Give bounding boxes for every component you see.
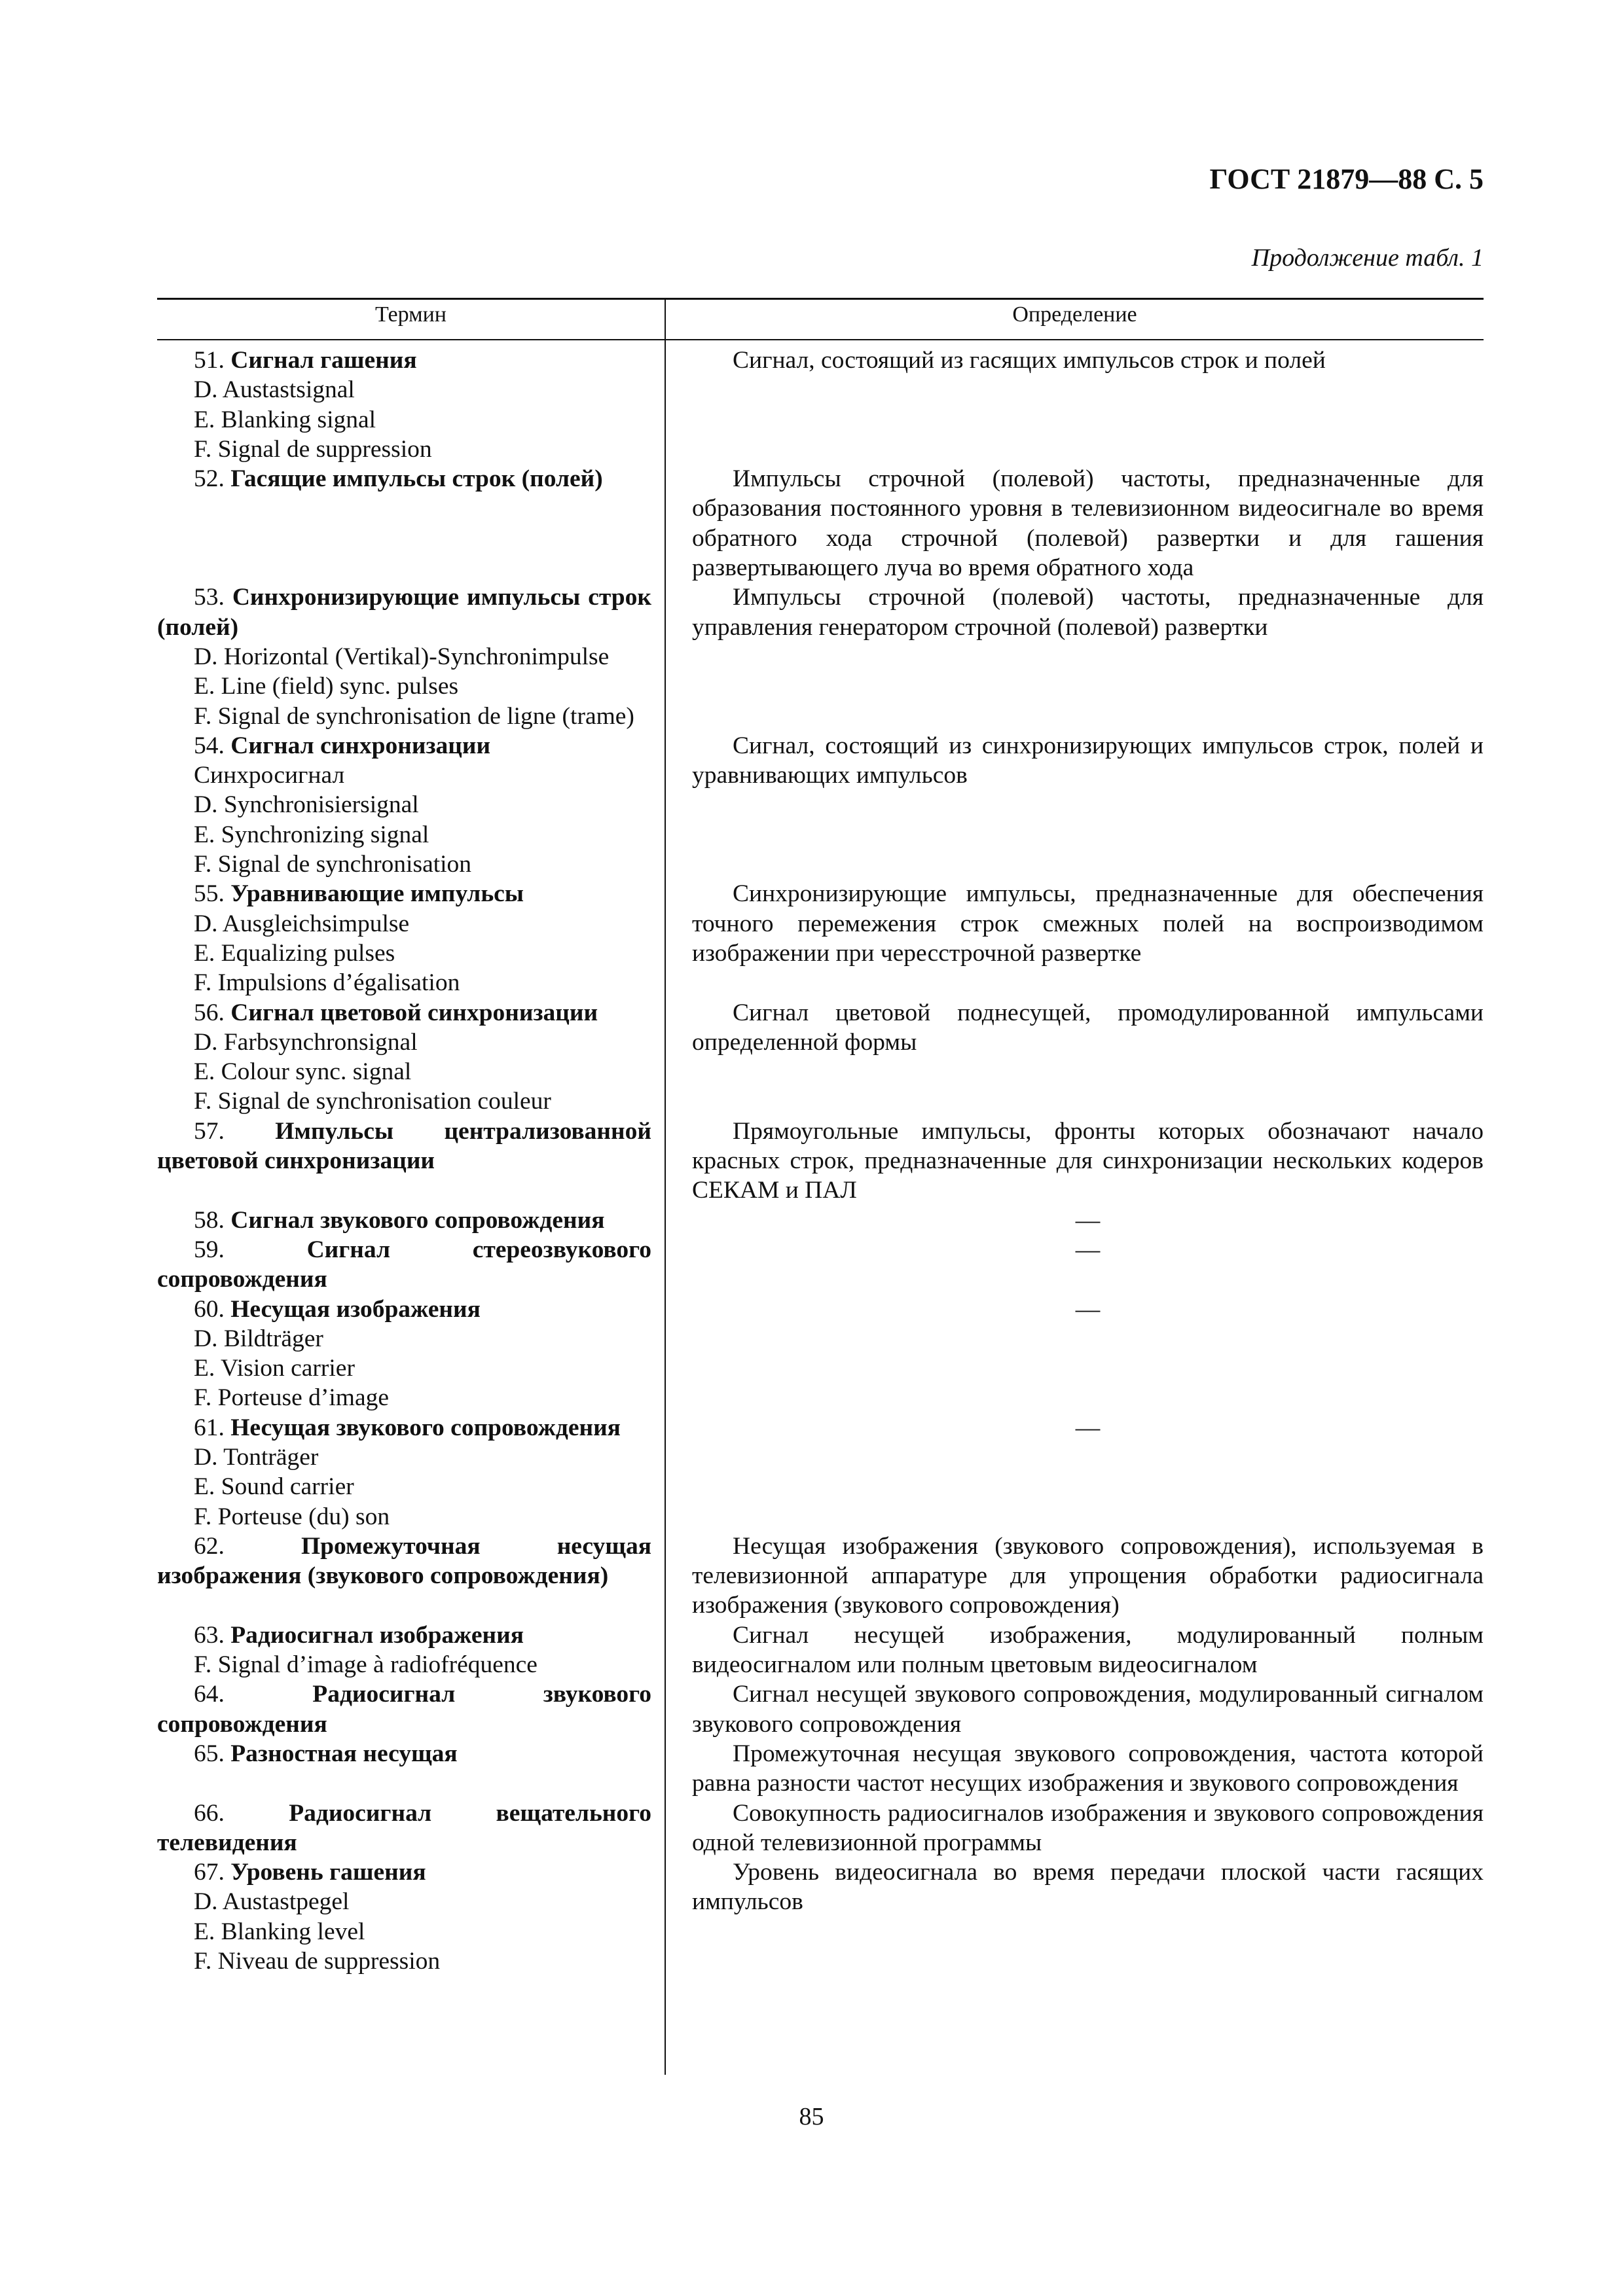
term-cell	[157, 1799, 665, 1858]
definition-cell	[678, 464, 1484, 583]
column-header-term: Термин	[375, 302, 447, 327]
term-number: 56.	[194, 999, 231, 1026]
term-number: 60.	[194, 1295, 231, 1323]
term-title	[157, 1413, 651, 1443]
table-row	[157, 583, 1484, 730]
term-title	[157, 1857, 651, 1887]
term-equivalent: E. Equalizing pulses	[194, 939, 395, 967]
definition-dash: —	[1075, 1295, 1101, 1323]
term-number: 53.	[194, 584, 232, 611]
term-equivalent: E. Blanking level	[194, 1918, 365, 1945]
term-cell	[157, 998, 665, 1117]
term-name: Радиосигнал вещательного телевидения	[157, 1799, 651, 1856]
definition-cell	[678, 583, 1484, 642]
table-row	[157, 1295, 1484, 1413]
definition-text: Прямоугольные импульсы, фронты которых обозначают начало красных строк, предназначенные для синхронизации нескольких кодеров СЕКАМ и ПАЛ	[692, 1117, 1484, 1204]
term-title	[157, 346, 651, 375]
table-header-rule	[157, 339, 1484, 340]
term-equivalent: F. Signal de synchronisation	[194, 851, 472, 878]
definition-cell	[678, 1413, 1484, 1443]
term-name: Импульсы централизованной цветовой синхронизации	[157, 1117, 652, 1175]
term-name: Синхронизирующие импульсы строк (полей)	[157, 584, 651, 641]
definition-text: Сигнал несущей звукового сопровождения, модулированный сигналом звукового сопровождения	[692, 1681, 1484, 1738]
term-number: 66.	[194, 1799, 289, 1827]
table-row	[157, 1679, 1484, 1739]
term-name: Гасящие импульсы строк (полей)	[230, 465, 603, 493]
term-name: Радиосигнал изображения	[230, 1621, 524, 1649]
table-row	[157, 1799, 1484, 1858]
term-title	[157, 1117, 651, 1176]
term-equivalent: Синхросигнал	[194, 762, 345, 789]
definition-cell	[678, 346, 1484, 375]
term-name: Радиосигнал звукового сопровождения	[157, 1681, 652, 1738]
term-number: 59.	[194, 1236, 307, 1263]
table-row	[157, 1235, 1484, 1295]
definition-text: Сигнал, состоящий из синхронизирующих импульсов строк, полей и уравнивающих импульсов	[692, 732, 1484, 789]
table-top-rule	[157, 298, 1484, 300]
term-title	[157, 1679, 651, 1739]
term-number: 55.	[194, 880, 231, 908]
term-name: Несущая звукового сопровождения	[230, 1414, 621, 1441]
term-equivalent: E. Colour sync. signal	[194, 1058, 412, 1086]
term-number: 52.	[194, 465, 231, 493]
term-name: Сигнал синхронизации	[230, 732, 491, 759]
table-row	[157, 1206, 1484, 1235]
term-cell	[157, 583, 665, 730]
term-equivalent: D. Farbsynchronsignal	[194, 1028, 418, 1056]
term-title	[157, 583, 651, 642]
definition-dash: —	[1075, 1236, 1101, 1263]
term-title	[157, 464, 651, 493]
definition-cell	[678, 1117, 1484, 1206]
term-name: Сигнал стереозвукового сопровождения	[157, 1236, 651, 1293]
term-equivalent: F. Porteuse d’image	[194, 1384, 389, 1412]
term-title	[157, 1799, 651, 1858]
definition-cell	[678, 1857, 1484, 1917]
term-number: 62.	[194, 1532, 301, 1560]
definition-cell	[678, 1532, 1484, 1621]
definition-text: Сигнал, состоящий из гасящих импульсов строк и полей	[733, 347, 1326, 374]
term-equivalent: E. Sound carrier	[194, 1473, 354, 1501]
table-row	[157, 998, 1484, 1117]
table-row	[157, 1739, 1484, 1799]
definition-text: Несущая изображения (звукового сопровождения), используемая в телевизионной аппаратуре для упрощения обработки радиосигнала изображения (звукового сопровождения)	[692, 1532, 1484, 1619]
definition-dash: —	[1075, 1414, 1101, 1441]
term-equivalent: D. Horizontal (Vertikal)-Synchronimpulse	[194, 643, 610, 670]
term-equivalent: D. Austastsignal	[194, 376, 355, 404]
term-name: Сигнал гашения	[230, 347, 417, 374]
term-cell	[157, 879, 665, 997]
term-title	[157, 1295, 651, 1324]
term-equivalent: F. Signal d’image à radiofréquence	[194, 1651, 538, 1679]
term-cell	[157, 1621, 665, 1680]
term-name: Сигнал звукового сопровождения	[230, 1206, 605, 1234]
term-name: Несущая изображения	[230, 1295, 481, 1323]
term-cell	[157, 1739, 665, 1768]
definition-dash: —	[1075, 1206, 1101, 1234]
term-equivalent: F. Signal de synchronisation de ligne (trame)	[194, 702, 634, 730]
term-equivalent: E. Synchronizing signal	[194, 821, 429, 848]
table-row	[157, 1857, 1484, 1976]
term-number: 64.	[194, 1681, 313, 1708]
definition-text: Уровень видеосигнала во время передачи плоской части гасящих импульсов	[692, 1859, 1484, 1916]
term-name: Разностная несущая	[230, 1740, 458, 1767]
definition-text: Совокупность радиосигналов изображения и звукового сопровождения одной телевизионной программы	[692, 1799, 1484, 1856]
term-equivalent: F. Niveau de suppression	[194, 1948, 441, 1975]
table-row	[157, 464, 1484, 583]
term-equivalent: D. Tonträger	[194, 1443, 319, 1471]
definition-cell	[678, 1799, 1484, 1858]
term-cell	[157, 1857, 665, 1976]
term-number: 65.	[194, 1740, 231, 1767]
definition-cell	[678, 1206, 1484, 1235]
term-number: 57.	[194, 1117, 276, 1145]
term-name: Промежуточная несущая изображения (звукового сопровождения)	[157, 1532, 651, 1590]
term-title	[157, 1235, 651, 1295]
definition-text: Импульсы строчной (полевой) частоты, предназначенные для управления генератором строчной (полевой) развертки	[692, 584, 1484, 641]
term-number: 63.	[194, 1621, 231, 1649]
term-title	[157, 1206, 651, 1235]
term-cell	[157, 731, 665, 879]
definition-text: Импульсы строчной (полевой) частоты, предназначенные для образования постоянного уровня в телевизионном видеосигнале во время обратного хода строчной (полевой) развертки и для гашения развертывающего луча во время обратного хода	[692, 465, 1484, 582]
term-number: 58.	[194, 1206, 231, 1234]
table-row	[157, 346, 1484, 464]
table-row	[157, 1532, 1484, 1621]
term-number: 54.	[194, 732, 231, 759]
term-equivalent: D. Austastpegel	[194, 1888, 350, 1916]
term-title	[157, 998, 651, 1028]
term-cell	[157, 1235, 665, 1295]
definition-cell	[678, 1235, 1484, 1265]
page-number: 85	[799, 2103, 824, 2130]
definition-cell	[678, 1295, 1484, 1324]
terms-table	[157, 346, 1484, 1976]
term-equivalent: E. Line (field) sync. pulses	[194, 673, 459, 700]
term-title	[157, 731, 651, 761]
definition-text: Сигнал цветовой поднесущей, промодулированной импульсами определенной формы	[692, 999, 1484, 1056]
term-equivalent: E. Blanking signal	[194, 406, 376, 433]
column-header-definition: Определение	[1012, 302, 1137, 327]
term-number: 67.	[194, 1859, 231, 1886]
term-equivalent: D. Synchronisiersignal	[194, 791, 419, 819]
table-row	[157, 731, 1484, 879]
term-title	[157, 879, 651, 908]
term-cell	[157, 1206, 665, 1235]
term-name: Сигнал цветовой синхронизации	[230, 999, 598, 1026]
table-row	[157, 1621, 1484, 1680]
term-title	[157, 1739, 651, 1768]
term-cell	[157, 1532, 665, 1591]
term-number: 51.	[194, 347, 231, 374]
term-cell	[157, 346, 665, 464]
table-row	[157, 1413, 1484, 1532]
term-name: Уравнивающие импульсы	[230, 880, 524, 908]
term-title	[157, 1621, 651, 1650]
definition-cell	[678, 731, 1484, 791]
term-equivalent: F. Impulsions d’égalisation	[194, 969, 460, 997]
term-name: Уровень гашения	[230, 1859, 426, 1886]
definition-cell	[678, 1679, 1484, 1739]
term-title	[157, 1532, 651, 1591]
document-header: ГОСТ 21879—88 С. 5	[1209, 163, 1484, 195]
term-cell	[157, 1117, 665, 1176]
definition-text: Сигнал несущей изображения, модулированный полным видеосигналом или полным цветовым видеосигналом	[692, 1621, 1484, 1679]
definition-cell	[678, 1621, 1484, 1680]
definition-cell	[678, 1739, 1484, 1799]
definition-text: Синхронизирующие импульсы, предназначенные для обеспечения точного перемежения строк смежных полей на воспроизводимом изображении при чересстрочной развертке	[692, 880, 1484, 967]
term-cell	[157, 1295, 665, 1413]
table-row	[157, 1117, 1484, 1206]
term-equivalent: D. Ausgleichsimpulse	[194, 910, 410, 937]
term-cell	[157, 1413, 665, 1532]
term-equivalent: F. Signal de synchronisation couleur	[194, 1088, 551, 1115]
term-cell	[157, 1679, 665, 1739]
table-continuation-label: Продолжение табл. 1	[1251, 244, 1484, 272]
definition-cell	[678, 879, 1484, 968]
definition-cell	[678, 998, 1484, 1058]
term-number: 61.	[194, 1414, 231, 1441]
term-equivalent: D. Bildträger	[194, 1325, 323, 1352]
term-equivalent: F. Signal de suppression	[194, 435, 432, 463]
term-cell	[157, 464, 665, 493]
table-row	[157, 879, 1484, 997]
term-equivalent: E. Vision carrier	[194, 1355, 355, 1382]
definition-text: Промежуточная несущая звукового сопровождения, частота которой равна разности частот несущих изображения и звукового сопровождения	[692, 1740, 1484, 1797]
term-equivalent: F. Porteuse (du) son	[194, 1503, 390, 1530]
